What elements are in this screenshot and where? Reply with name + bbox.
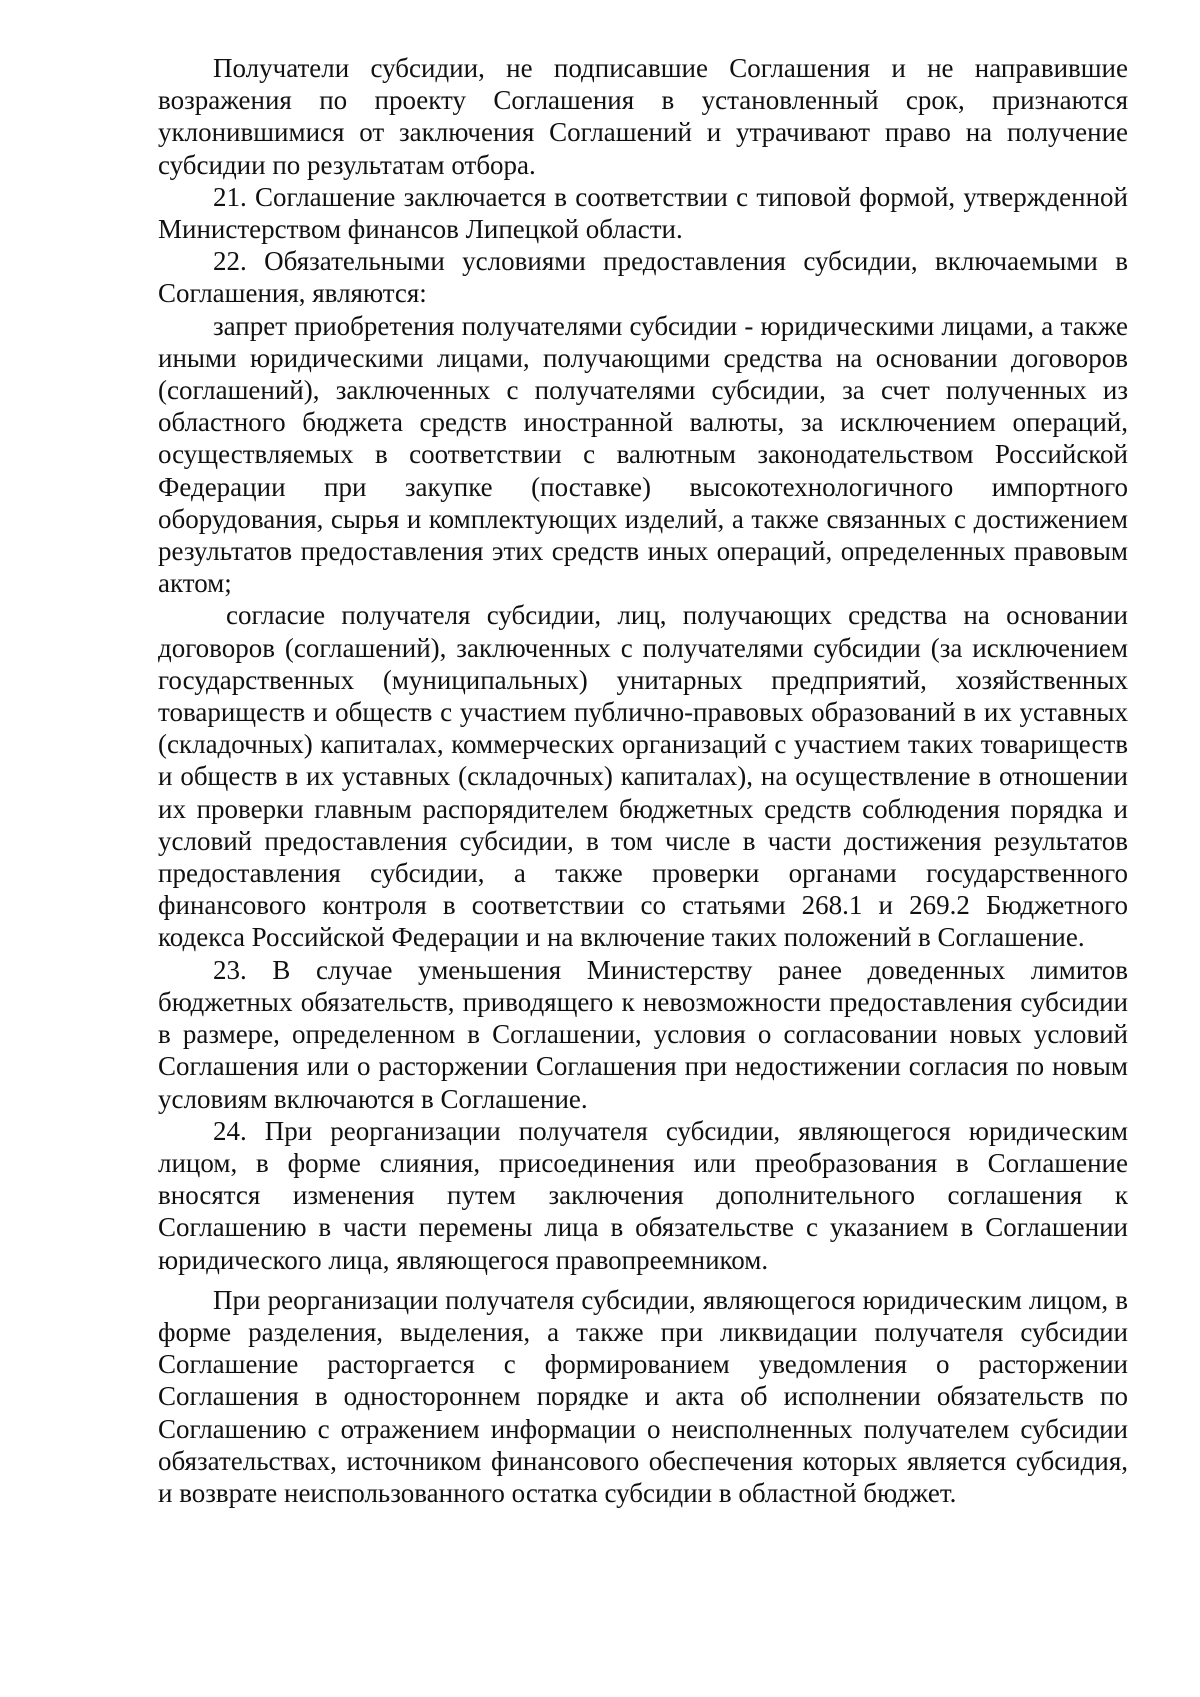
document-body xyxy=(158,52,1128,1509)
paragraph-currency-ban: запрет приобретения получателями субсидии - юридическими лицами, а также иными юридическими лицами, получающими средства на основании договоров (соглашений), заключенных с получателями субсидии, за счет полученных из областного бюджета средств иностранной валюты, за исключением операций, осуществляемых в соответствии с валютным законодательством Российской Федерации при закупке (поставке) высокотехнологичного импортного оборудования, сырья и комплектующих изделий, а также связанных с достижением результатов предоставления этих средств иных операций, определенных правовым актом; xyxy=(158,310,1128,599)
paragraph-reorganization: При реорганизации получателя субсидии, являющегося юридическим лицом, в форме разделения, выделения, а также при ликвидации получателя субсидии Соглашение расторгается с формированием уведомления о расторжении Соглашения в одностороннем порядке и акта об исполнении обязательств по Соглашению с отражением информации о неисполненных получателем субсидии обязательствах, источником финансового обеспечения которых является субсидия, и возврате неиспользованного остатка субсидии в областной бюджет. xyxy=(158,1284,1128,1508)
paragraph-21: 21. Соглашение заключается в соответствии с типовой формой, утвержденной Министерством финансов Липецкой области. xyxy=(158,181,1128,245)
paragraph-evasion: Получатели субсидии, не подписавшие Соглашения и не направившие возражения по проекту Соглашения в установленный срок, признаются уклонившимися от заключения Соглашений и утрачивают право на получение субсидии по результатам отбора. xyxy=(158,53,1128,180)
paragraph-23: 23. В случае уменьшения Министерству ранее доведенных лимитов бюджетных обязательств, приводящего к невозможности предоставления субсидии в размере, определенном в Соглашении, условия о согласовании новых условий Соглашения или о расторжении Соглашения при недостижении согласия по новым условиям включаются в Соглашение. xyxy=(158,954,1128,1114)
paragraph-consent: согласие получателя субсидии, лиц, получающих средства на основании договоров (соглашений), заключенных с получателями субсидии (за исключением государственных (муниципальных) унитарных предприятий, хозяйственных товариществ и обществ с участием публично-правовых образований в их уставных (складочных) капиталах, коммерческих организаций с участием таких товариществ и обществ в их уставных (складочных) капиталах), на осуществление в отношении их проверки главным распорядителем бюджетных средств соблюдения порядка и условий предоставления субсидии, в том числе в части достижения результатов предоставления субсидии, а также проверки органами государственного финансового контроля в соответствии со статьями 268.1 и 269.2 Бюджетного кодекса Российской Федерации и на включение таких положений в Соглашение. xyxy=(158,600,1128,953)
paragraph-22: 22. Обязательными условиями предоставления субсидии, включаемыми в Соглашения, являются: xyxy=(158,246,1128,309)
paragraph-24: 24. При реорганизации получателя субсидии, являющегося юридическим лицом, в форме слияния, присоединения или преобразования в Соглашение вносятся изменения путем заключения дополнительного соглашения к Соглашению в части перемены лица в обязательстве с указанием в Соглашении юридического лица, являющегося правопреемником. xyxy=(158,1115,1128,1275)
